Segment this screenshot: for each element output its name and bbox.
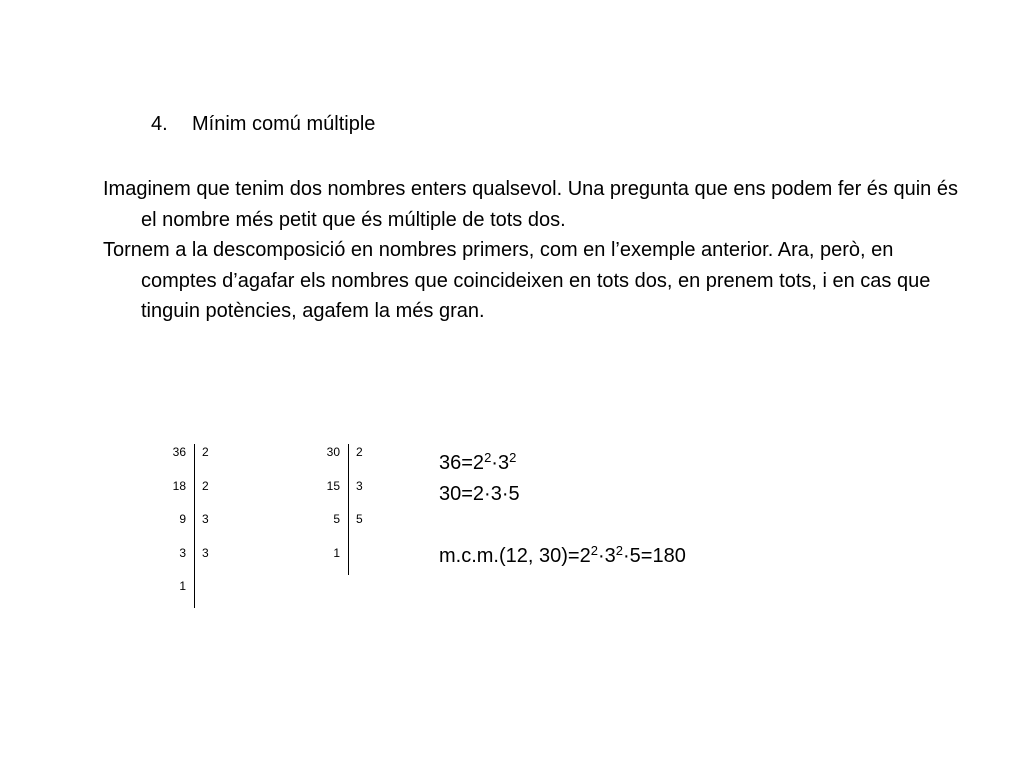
body-text — [103, 174, 963, 327]
table-number-cell: 3 — [179, 546, 186, 560]
results-block — [439, 448, 686, 572]
result-30: 30=2·3·5 — [439, 483, 520, 505]
division-line — [194, 444, 195, 608]
table-factor-cell: 5 — [356, 512, 363, 526]
table-factor-cell: 2 — [202, 479, 209, 493]
paragraph-intro: Imaginem que tenim dos nombres enters qualsevol. Una pregunta que ens podem fer és quin és el nombre més petit que és múltiple de tots dos. — [103, 178, 958, 231]
table-factor-cell: 2 — [202, 445, 209, 459]
table-factor-cell: 2 — [356, 445, 363, 459]
paragraph-method: Tornem a la descomposició en nombres primers, com en l’exemple anterior. Ara, però, en comptes d’agafar els nombres que coincideixen en tots dos, en prenem tots, i en cas que tinguin potències, agafem la més gran. — [103, 239, 931, 322]
division-line — [348, 444, 349, 575]
section-number: 4. — [151, 113, 168, 135]
table-factor-cell: 3 — [356, 479, 363, 493]
table-number-cell: 1 — [333, 546, 340, 560]
table-number-cell: 30 — [326, 445, 340, 459]
result-lcm: m.c.m.(12, $30)=2^2\cdot 3^2\cdot 5=180$ — [439, 543, 686, 567]
table-factor-cell: 3 — [202, 546, 209, 560]
table-number-cell: 1 — [179, 579, 186, 593]
factor-table-36 — [156, 444, 226, 610]
section-title: Mínim comú múltiple — [192, 113, 376, 135]
table-factor-cell: 3 — [202, 512, 209, 526]
table-number-cell: 36 — [172, 445, 186, 459]
table-number-cell: 15 — [326, 479, 340, 493]
factor-table-30 — [310, 444, 380, 576]
spacer — [439, 510, 686, 541]
table-number-cell: 9 — [179, 512, 186, 526]
table-number-cell: 18 — [172, 479, 186, 493]
result-36: $36=2^2\cdot 3^2$ — [439, 450, 517, 474]
table-number-cell: 5 — [333, 512, 340, 526]
section-heading — [151, 111, 375, 137]
